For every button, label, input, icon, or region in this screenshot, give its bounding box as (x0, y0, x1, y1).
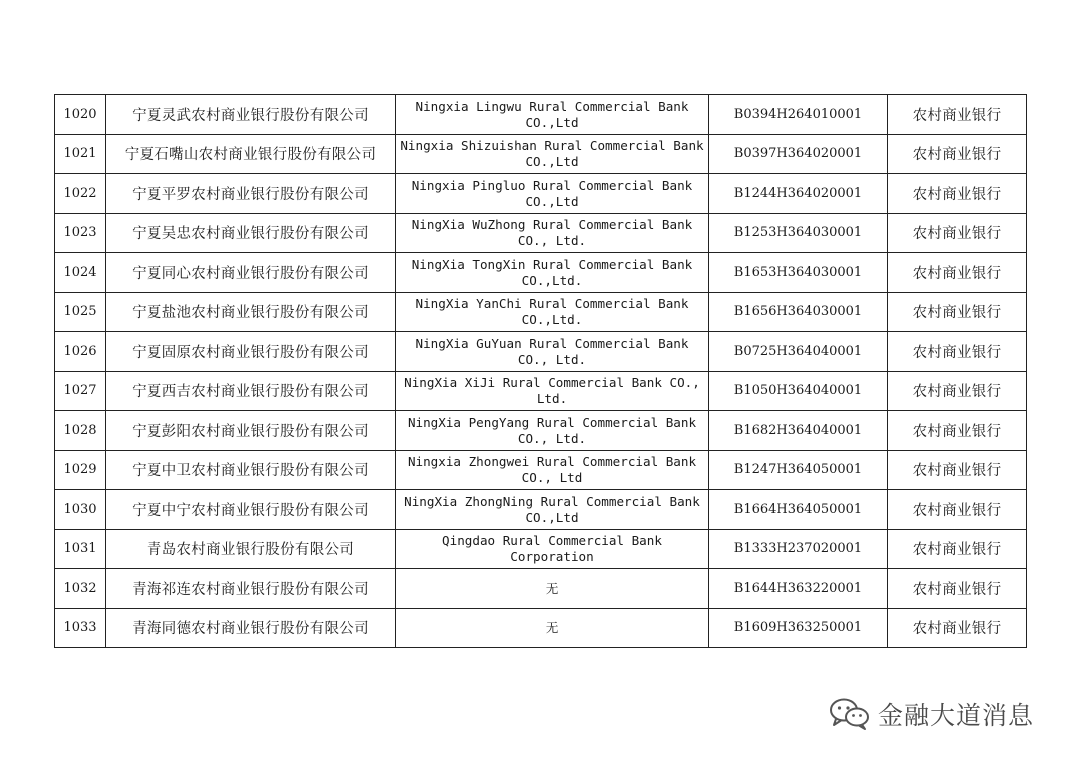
institution-type: 农村商业银行 (888, 450, 1027, 490)
row-number: 1029 (55, 450, 106, 490)
bank-name-cn: 宁夏固原农村商业银行股份有限公司 (106, 332, 396, 372)
table-row (55, 332, 1027, 372)
institution-type: 农村商业银行 (888, 292, 1027, 332)
row-number: 1023 (55, 213, 106, 253)
bank-name-cn: 宁夏平罗农村商业银行股份有限公司 (106, 174, 396, 214)
table-body (55, 95, 1027, 648)
table-row (55, 174, 1027, 214)
bank-name-cn: 宁夏吴忠农村商业银行股份有限公司 (106, 213, 396, 253)
bank-name-cn: 宁夏中宁农村商业银行股份有限公司 (106, 490, 396, 530)
institution-type: 农村商业银行 (888, 174, 1027, 214)
institution-code: B1644H363220001 (709, 569, 888, 609)
bank-name-en: NingXia PengYang Rural Commercial Bank CO., Ltd. (396, 411, 709, 451)
row-number: 1022 (55, 174, 106, 214)
institution-type: 农村商业银行 (888, 253, 1027, 293)
row-number: 1021 (55, 134, 106, 174)
row-number: 1024 (55, 253, 106, 293)
table-row (55, 371, 1027, 411)
bank-name-en: NingXia XiJi Rural Commercial Bank CO., Ltd. (396, 371, 709, 411)
table-row (55, 95, 1027, 135)
institution-code: B1253H364030001 (709, 213, 888, 253)
row-number: 1030 (55, 490, 106, 530)
row-number: 1032 (55, 569, 106, 609)
row-number: 1031 (55, 529, 106, 569)
watermark (828, 696, 1034, 732)
institution-code: B1609H363250001 (709, 608, 888, 648)
bank-name-en: NingXia ZhongNing Rural Commercial Bank CO.,Ltd (396, 490, 709, 530)
bank-name-cn: 宁夏灵武农村商业银行股份有限公司 (106, 95, 396, 135)
institution-code: B1656H364030001 (709, 292, 888, 332)
wechat-icon (828, 696, 872, 732)
row-number: 1026 (55, 332, 106, 372)
row-number: 1027 (55, 371, 106, 411)
table-row (55, 490, 1027, 530)
bank-name-cn: 宁夏同心农村商业银行股份有限公司 (106, 253, 396, 293)
institution-type: 农村商业银行 (888, 134, 1027, 174)
row-number: 1020 (55, 95, 106, 135)
bank-name-en: NingXia GuYuan Rural Commercial Bank CO., Ltd. (396, 332, 709, 372)
institution-type: 农村商业银行 (888, 95, 1027, 135)
bank-name-en: NingXia WuZhong Rural Commercial Bank CO., Ltd. (396, 213, 709, 253)
bank-name-cn: 青岛农村商业银行股份有限公司 (106, 529, 396, 569)
bank-name-cn: 宁夏石嘴山农村商业银行股份有限公司 (106, 134, 396, 174)
bank-name-en: Qingdao Rural Commercial Bank Corporation (396, 529, 709, 569)
bank-name-cn: 青海同德农村商业银行股份有限公司 (106, 608, 396, 648)
bank-name-en: 无 (396, 608, 709, 648)
bank-name-en: Ningxia Pingluo Rural Commercial Bank CO.,Ltd (396, 174, 709, 214)
table-row (55, 292, 1027, 332)
table-row (55, 253, 1027, 293)
row-number: 1025 (55, 292, 106, 332)
table-row (55, 213, 1027, 253)
institution-type: 农村商业银行 (888, 569, 1027, 609)
institution-code: B1653H364030001 (709, 253, 888, 293)
row-number: 1033 (55, 608, 106, 648)
bank-name-en: NingXia TongXin Rural Commercial Bank CO.,Ltd. (396, 253, 709, 293)
bank-name-en: Ningxia Shizuishan Rural Commercial Bank CO.,Ltd (396, 134, 709, 174)
institution-code: B1664H364050001 (709, 490, 888, 530)
institution-code: B0394H264010001 (709, 95, 888, 135)
bank-name-cn: 青海祁连农村商业银行股份有限公司 (106, 569, 396, 609)
institution-type: 农村商业银行 (888, 371, 1027, 411)
bank-name-en: Ningxia Zhongwei Rural Commercial Bank CO., Ltd (396, 450, 709, 490)
institution-code: B0725H364040001 (709, 332, 888, 372)
institution-code: B1682H364040001 (709, 411, 888, 451)
institution-code: B1333H237020001 (709, 529, 888, 569)
watermark-text: 金融大道消息 (878, 701, 1035, 730)
institution-code: B0397H364020001 (709, 134, 888, 174)
bank-name-cn: 宁夏盐池农村商业银行股份有限公司 (106, 292, 396, 332)
bank-name-cn: 宁夏彭阳农村商业银行股份有限公司 (106, 411, 396, 451)
institution-code: B1247H364050001 (709, 450, 888, 490)
table-row (55, 134, 1027, 174)
bank-name-cn: 宁夏中卫农村商业银行股份有限公司 (106, 450, 396, 490)
institution-type: 农村商业银行 (888, 411, 1027, 451)
bank-name-en: NingXia YanChi Rural Commercial Bank CO.,Ltd. (396, 292, 709, 332)
bank-name-en: Ningxia Lingwu Rural Commercial Bank CO.,Ltd (396, 95, 709, 135)
table-row (55, 569, 1027, 609)
institution-type: 农村商业银行 (888, 490, 1027, 530)
table-row (55, 608, 1027, 648)
institution-code: B1244H364020001 (709, 174, 888, 214)
table-row (55, 411, 1027, 451)
bank-list-table (54, 94, 1027, 648)
bank-name-en: 无 (396, 569, 709, 609)
institution-type: 农村商业银行 (888, 213, 1027, 253)
table-row (55, 450, 1027, 490)
table-row (55, 529, 1027, 569)
bank-name-cn: 宁夏西吉农村商业银行股份有限公司 (106, 371, 396, 411)
institution-type: 农村商业银行 (888, 332, 1027, 372)
institution-code: B1050H364040001 (709, 371, 888, 411)
institution-type: 农村商业银行 (888, 608, 1027, 648)
institution-type: 农村商业银行 (888, 529, 1027, 569)
row-number: 1028 (55, 411, 106, 451)
